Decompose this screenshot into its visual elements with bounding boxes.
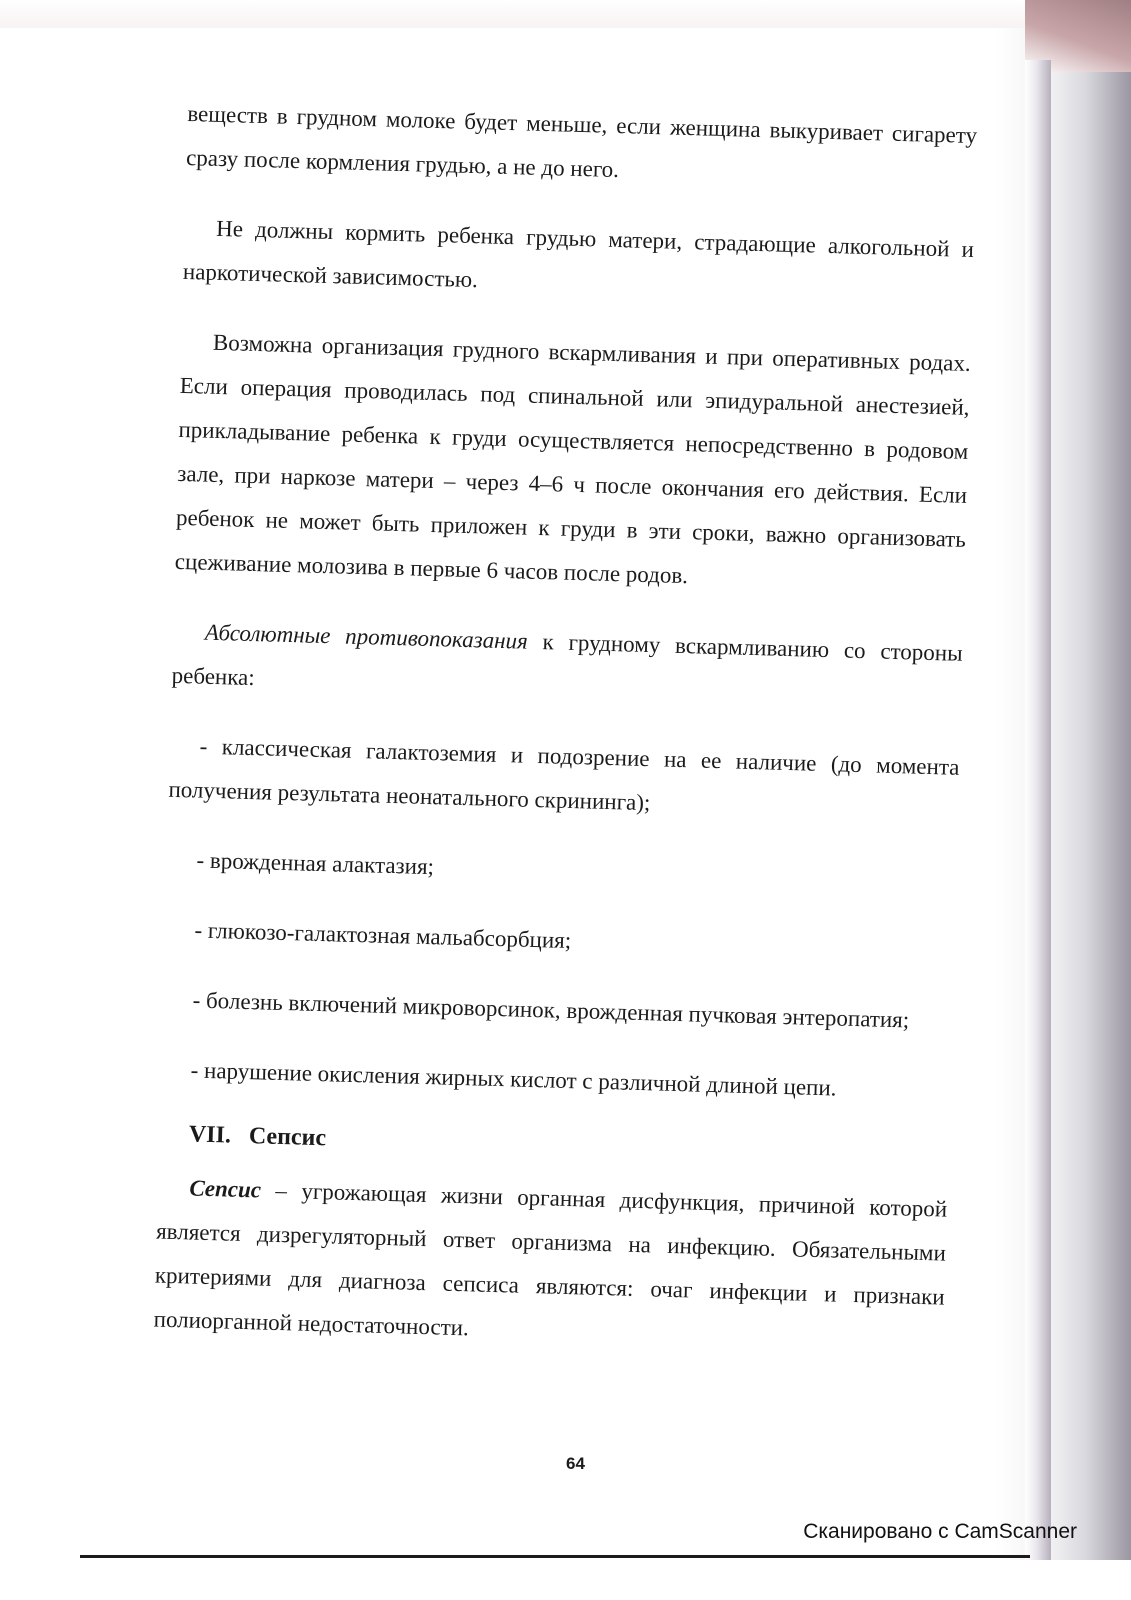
sepsis-term: Сепсис [189, 1175, 262, 1203]
sepsis-definition: – угрожающая жизни органная дисфункция, причиной которой является дизрегуляторный ответ организма на инфекцию. Обязательными критериями для диагноза сепсиса являются: очаг инфекции и признаки полиорганной недостаточности. [153, 1177, 948, 1341]
page-number: 64 [566, 1454, 585, 1473]
paragraph-smoking: веществ в грудном молоке будет меньше, если женщина выкуривает сигарету сразу после кормления грудью, а не до него. [185, 100, 978, 183]
book-spine-shadow [1025, 60, 1051, 1560]
section-title: Сепсис [248, 1123, 327, 1152]
list-item: - врожденная алактазия; [196, 847, 435, 880]
scan-edge-line [80, 1555, 1030, 1558]
contraindications-text: к грудному вскармливанию со стороны ребенка: [171, 628, 963, 691]
paragraph-operative-birth: Возможна организация грудного вскармливания и при оперативных родах. Если операция проводилась под спинальной или эпидуральной анестезией, прикладывание ребенка к груди осуществляется непосредственно в родовом зале, при наркозе матери – через 4–6 ч после окончания его действия. Если ребенок не может быть приложен к груди в эти сроки, важно организовать сцеживание молозива в первые 6 часов после родов. [174, 329, 972, 589]
paragraph-addiction: Не должны кормить ребенка грудью матери, страдающие алкогольной и наркотической зависимостью. [182, 215, 975, 293]
list-item: - болезнь включений микроворсинок, врожденная пучковая энтеропатия; [192, 987, 910, 1033]
photo-top-edge [0, 0, 1131, 28]
section-heading [188, 1112, 949, 1177]
list-item: - глюкозо-галактозная мальабсорбция; [194, 917, 572, 954]
list-item: - нарушение окисления жирных кислот с различной длиной цепи. [190, 1057, 837, 1101]
page-text [152, 92, 977, 1390]
list-item: - классическая галактоземия и подозрение на ее наличие (до момента получения результата неонатального скрининга); [168, 733, 960, 816]
camscanner-watermark: Сканировано с CamScanner [803, 1520, 1077, 1543]
paragraph-sepsis [153, 1166, 948, 1364]
section-number: VII. [188, 1121, 232, 1149]
contraindications-term: Абсолютные противопоказания [204, 619, 529, 654]
paragraph-contraindications [171, 610, 963, 720]
